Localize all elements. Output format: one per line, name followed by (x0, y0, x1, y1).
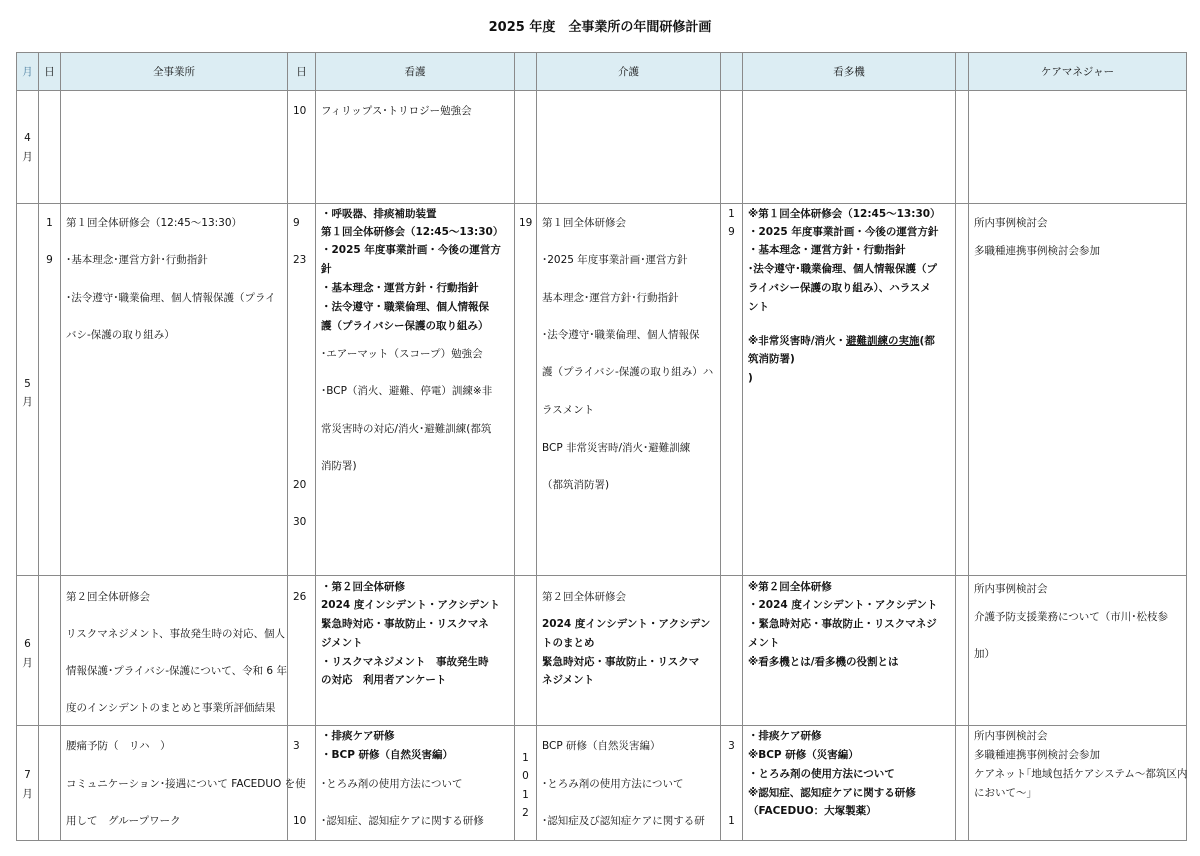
line: ※第１回全体研修会（12:45～13:30） (748, 208, 941, 220)
line: 消防署) (321, 460, 357, 472)
line: ライバシー保護の取り組み）、ハラスメ (748, 282, 931, 294)
header-blank (956, 53, 969, 91)
line: 護（プライバシー保護の取り組み） (321, 320, 489, 332)
line: ・2024 度インシデント・アクシデント (748, 599, 938, 611)
nursing-cell (316, 576, 515, 726)
line: ・リスクマネジメント 事故発生時 (321, 656, 489, 668)
day-cell (39, 91, 61, 204)
line: 所内事例検討会 (974, 583, 1048, 595)
day: 9 (293, 217, 300, 229)
line: 腰痛予防（ リハ ） (66, 740, 171, 752)
page-title: 2025 年度 全事業所の年間研修計画 (488, 20, 712, 35)
header-all-offices: 全事業所 (61, 53, 288, 91)
table-row-july (17, 726, 1187, 841)
line: トのまとめ (542, 637, 595, 649)
blank-cell (956, 91, 969, 204)
day: 19 (519, 217, 533, 229)
all-offices-cell (61, 204, 288, 576)
line: ジメント (321, 637, 363, 649)
line: ･2025 年度事業計画･運営方針 (542, 254, 688, 266)
line: フィリップス･トリロジー勉強会 (321, 105, 472, 117)
line: ･基本理念･運営方針･行動指針 (66, 254, 208, 266)
line: ・緊急時対応・事故防止・リスクマネジ (748, 618, 937, 630)
line: ・BCP 研修（自然災害編） (321, 749, 454, 761)
line: ･BCP（消火、避難、停電）訓練※非 (321, 385, 493, 397)
blank-cell (721, 91, 743, 204)
line: ント (748, 301, 769, 313)
line: ・排痰ケア研修 (321, 730, 395, 742)
line: バシ-保護の取り組み） (66, 329, 175, 341)
line: BCP 研修（自然災害編） (542, 740, 661, 752)
kantaki-day-cell (721, 204, 743, 576)
header-nursing: 看護 (316, 53, 515, 91)
line: ※看多機とは/看多機の役割とは (748, 656, 899, 668)
day-cell (39, 726, 61, 841)
header-care: 介護 (537, 53, 721, 91)
line: 基本理念･運営方針･行動指針 (542, 292, 679, 304)
month-number: 6 (24, 638, 31, 650)
line: 2024 度インシデント・アクシデント (321, 599, 500, 611)
day-cell (39, 204, 61, 576)
day-cell (39, 576, 61, 726)
month-label: 月 (22, 396, 33, 408)
day: 30 (293, 516, 307, 528)
caremanager-cell (969, 726, 1187, 841)
line: ･法令遵守･職業倫理、個人情報保護（プ (748, 263, 937, 275)
kantaki-day-cell (721, 576, 743, 726)
line: 加） (974, 648, 995, 660)
care-day-cell (515, 576, 537, 726)
line: （FACEDUO：大塚製薬） (748, 805, 877, 817)
line: ・法令遵守・職業倫理、個人情報保 (321, 301, 489, 313)
day: 1 (728, 815, 735, 827)
line: ･法令遵守･職業倫理、個人情報保 (542, 329, 700, 341)
month-cell (17, 726, 39, 841)
month-cell (17, 576, 39, 726)
header-month: 月 (17, 53, 39, 91)
day-digit: 1 (522, 789, 529, 801)
caremanager-cell (969, 204, 1187, 576)
table-row-may (17, 204, 1187, 576)
day-digit: 0 (522, 770, 529, 782)
line: ケアネット｢地域包括ケアシステム～都筑区内 (974, 768, 1188, 780)
line: ネジメント (542, 674, 595, 686)
line: ・基本理念・運営方針・行動指針 (321, 282, 479, 294)
month-label: 月 (22, 788, 33, 800)
day: 1 (46, 217, 53, 229)
care-day-cell (515, 726, 537, 841)
line (748, 332, 953, 350)
line: ･認知症及び認知症ケアに関する研 (542, 815, 705, 827)
line: ･とろみ剤の使用方法について (542, 778, 684, 790)
nursing-day-cell (288, 576, 316, 726)
text: (都 (919, 335, 935, 347)
nursing-cell (316, 726, 515, 841)
line: （都筑消防署) (542, 479, 610, 491)
day: 9 (46, 254, 53, 266)
month-cell (17, 204, 39, 576)
care-day-cell (515, 204, 537, 576)
line: メント (748, 637, 780, 649)
line: 用して グループワーク (66, 815, 181, 827)
line: 介護予防支援業務について（市川･松枝参 (974, 611, 1169, 623)
line: 筑消防署) (748, 353, 795, 365)
line: 常災害時の対応/消火･避難訓練(都筑 (321, 423, 492, 435)
all-offices-cell (61, 576, 288, 726)
table-row-april (17, 91, 1187, 204)
month-cell (17, 91, 39, 204)
header-kantaki: 看多機 (743, 53, 956, 91)
line: 第２回全体研修会 (542, 591, 626, 603)
line: ・第２回全体研修 (321, 581, 405, 593)
line: 情報保護･プライバシ-保護について、令和 6 年 (66, 665, 287, 677)
care-cell (537, 204, 721, 576)
caremanager-cell (969, 91, 1187, 204)
month-number: 4 (24, 132, 31, 144)
line: ・基本理念・運営方針・行動指針 (748, 244, 906, 256)
line: BCP 非常災害時/消火･避難訓練 (542, 442, 691, 454)
blank-cell (956, 576, 969, 726)
line: 第１回全体研修会（12:45～13:30） (66, 217, 243, 229)
line: ・呼吸器、排痰補助装置 (321, 208, 437, 220)
line: リスクマネジメント、事故発生時の対応、個人 (66, 628, 286, 640)
blank-cell (956, 204, 969, 576)
line: 針 (321, 263, 332, 275)
day: 1 (728, 208, 735, 220)
day: 10 (293, 815, 307, 827)
care-cell (537, 576, 721, 726)
blank-cell (515, 91, 537, 204)
line: において～｣ (974, 787, 1032, 799)
day: 23 (293, 254, 307, 266)
line: ･エアーマット（スコープ）勉強会 (321, 348, 483, 360)
header-day-2: 日 (288, 53, 316, 91)
day-digit: 2 (522, 807, 529, 819)
line: ･法令遵守･職業倫理、個人情報保護（プライ (66, 292, 276, 304)
line: ･とろみ剤の使用方法について (321, 778, 463, 790)
nursing-cell (316, 91, 515, 204)
caremanager-cell (969, 576, 1187, 726)
kantaki-cell (743, 726, 956, 841)
line: ･認知症、認知症ケアに関する研修 (321, 815, 484, 827)
line: 多職種連携事例検討会参加 (974, 245, 1100, 257)
kantaki-cell (743, 91, 956, 204)
line: ※認知症、認知症ケアに関する研修 (748, 787, 916, 799)
line: ・2025 年度事業計画・今後の運営方 (321, 244, 501, 256)
line: 2024 度インシデント・アクシデン (542, 618, 711, 630)
line: 所内事例検討会 (974, 217, 1048, 229)
line: ) (748, 372, 753, 384)
line: の対応 利用者アンケート (321, 674, 447, 686)
day: 26 (293, 591, 307, 603)
header-day: 日 (39, 53, 61, 91)
month-label: 月 (22, 151, 33, 163)
line: 護（プライバシ-保護の取り組み）ハ (542, 366, 714, 378)
line: 第１回全体研修会（12:45～13:30） (321, 226, 504, 238)
header-row (17, 53, 1187, 91)
day: 3 (728, 740, 735, 752)
blank-cell (956, 726, 969, 841)
kantaki-cell (743, 204, 956, 576)
text: ※非常災害時/消火・ (748, 335, 847, 347)
day: 3 (293, 740, 300, 752)
line: コミュニケーション･接遇について FACEDUO を使 (66, 778, 306, 790)
line: ※BCP 研修（災害編） (748, 749, 859, 761)
nursing-day-cell (288, 726, 316, 841)
month-number: 7 (24, 769, 31, 781)
line: 第１回全体研修会 (542, 217, 626, 229)
day: 10 (293, 105, 307, 117)
day: 9 (728, 226, 735, 238)
line: 多職種連携事例検討会参加 (974, 749, 1100, 761)
table-row-june (17, 576, 1187, 726)
training-plan-table (16, 52, 1187, 841)
nursing-day-cell (288, 204, 316, 576)
line: ・排痰ケア研修 (748, 730, 822, 742)
line: 第２回全体研修会 (66, 591, 150, 603)
line: 緊急時対応・事故防止・リスクマネ (321, 618, 489, 630)
nursing-day-cell (288, 91, 316, 204)
line: 緊急時対応・事故防止・リスクマ (542, 656, 700, 668)
underlined-text: 避難訓練の実施 (846, 335, 920, 347)
month-label: 月 (22, 657, 33, 669)
month-number: 5 (24, 378, 31, 390)
line: ラスメント (542, 404, 595, 416)
line: 所内事例検討会 (974, 730, 1048, 742)
kantaki-day-cell (721, 726, 743, 841)
nursing-cell (316, 204, 515, 576)
line: 度のインシデントのまとめと事業所評価結果 (66, 702, 276, 714)
line: ・2025 年度事業計画・今後の運営方針 (748, 226, 939, 238)
day-digit: 1 (522, 752, 529, 764)
kantaki-cell (743, 576, 956, 726)
care-cell (537, 91, 721, 204)
header-blank (515, 53, 537, 91)
day: 20 (293, 479, 307, 491)
care-cell (537, 726, 721, 841)
line: ※第２回全体研修 (748, 581, 832, 593)
line: ・とろみ剤の使用方法について (748, 768, 895, 780)
header-caremanager: ケアマネジャー (969, 53, 1187, 91)
header-blank (721, 53, 743, 91)
all-offices-cell (61, 91, 288, 204)
